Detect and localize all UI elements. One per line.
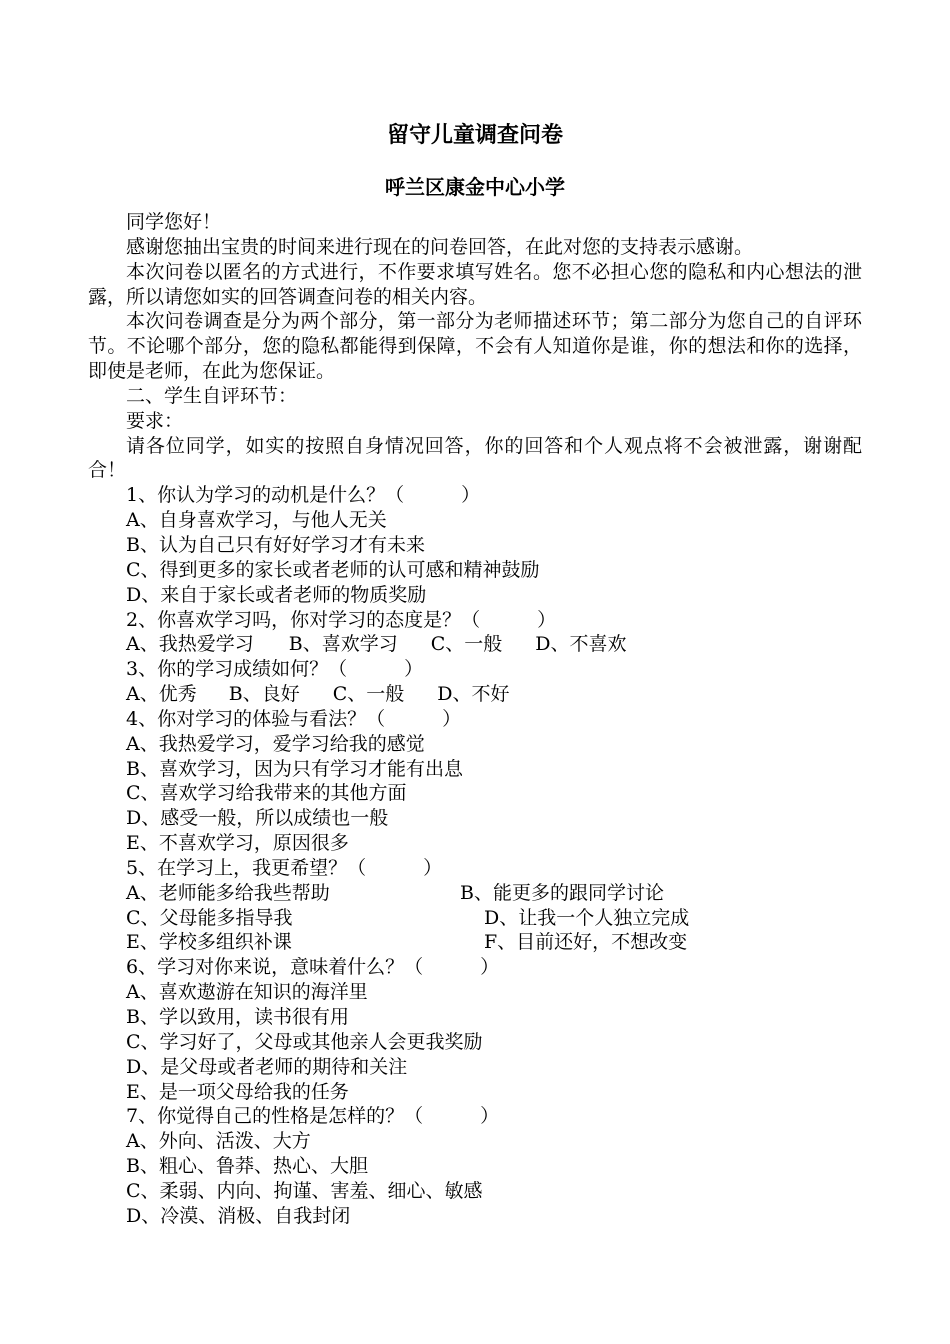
question-2-option-b: B、喜欢学习 [288,633,398,656]
question-1-option-b: B、认为自己只有好好学习才有未来 [126,533,425,556]
question-2-stem: 2、你喜欢学习吗，你对学习的态度是？（ ） [126,608,557,631]
question-5-option-a: A、老师能多给我些帮助 [126,881,330,904]
intro-paragraph-1: 感谢您抽出宝贵的时间来进行现在的问卷回答，在此对您的支持表示感谢。 [126,235,754,258]
requirement-text: 请各位同学，如实的按照自身情况回答，你的回答和个人观点将不会被泄露，谢谢配合！ [88,434,862,482]
question-5-option-b: B、能更多的跟同学讨论 [460,881,664,904]
question-3-option-c: C、一般 [332,683,405,706]
question-5-option-f: F、目前还好，不想改变 [484,931,688,954]
intro-paragraph-3: 本次问卷调查是分为两个部分，第一部分为老师描述环节；第二部分为您自己的自评环节。不论哪个部分，您的隐私都能得到保障，不会有人知道你是谁，你的想法和你的选择，即使是老师，在此为您保证。 [88,310,862,383]
question-1-stem: 1、你认为学习的动机是什么？（ ） [126,484,481,507]
question-4-option-d: D、感受一般，所以成绩也一般 [126,807,389,830]
greeting: 同学您好！ [126,211,222,233]
question-7-stem: 7、你觉得自己的性格是怎样的？（ ） [126,1105,500,1128]
question-6-option-b: B、学以致用，读书很有用 [126,1006,349,1028]
question-6-option-e: E、是一项父母给我的任务 [126,1080,349,1103]
question-5-row-3 [88,930,862,955]
school-name: 呼兰区康金中心小学 [385,175,565,199]
question-3-option-d: D、不好 [437,683,510,706]
question-7-option-a: A、外向、活泼、大方 [126,1130,311,1153]
question-6-stem: 6、学习对你来说，意味着什么？（ ） [126,956,500,979]
question-5-stem: 5、在学习上，我更希望？（ ） [126,856,443,879]
question-2-options [88,632,862,657]
question-6-option-d: D、是父母或者老师的期待和关注 [126,1055,408,1078]
question-5-row-2 [88,906,862,931]
question-5-option-e: E、学校多组织补课 [126,931,292,954]
section-heading: 二、学生自评环节： [126,384,298,407]
question-4-option-a: A、我热爱学习，爱学习给我的感觉 [126,732,425,755]
question-5-option-c: C、父母能多指导我 [126,906,293,929]
question-1-option-c: C、得到更多的家长或者老师的认可感和精神鼓励 [126,558,540,581]
question-1-option-a: A、自身喜欢学习，与他人无关 [126,509,387,532]
question-6-option-c: C、学习好了，父母或其他亲人会更我奖励 [126,1030,483,1053]
question-7-option-b: B、粗心、鲁莽、热心、大胆 [126,1155,368,1178]
document-title: 留守儿童调查问卷 [386,123,563,148]
document-body [88,210,862,1229]
question-3-stem: 3、你的学习成绩如何？（ ） [126,658,424,681]
question-1-option-d: D、来自于家长或者老师的物质奖励 [126,583,427,606]
question-2-option-a: A、我热爱学习 [126,633,254,656]
question-5-option-d: D、让我一个人独立完成 [484,906,690,929]
question-4-option-c: C、喜欢学习给我带来的其他方面 [126,782,407,805]
question-5-row-1 [88,881,862,906]
question-3-option-a: A、优秀 [126,683,197,706]
question-2-option-d: D、不喜欢 [535,633,627,656]
question-7-option-c: C、柔弱、内向、拘谨、害羞、细心、敏感 [126,1179,483,1202]
question-4-stem: 4、你对学习的体验与看法？（ ） [126,707,462,730]
question-3-option-b: B、良好 [228,683,300,706]
question-4-option-e: E、不喜欢学习，原因很多 [126,832,349,855]
question-3-options [88,682,862,707]
requirement-label: 要求： [126,409,184,432]
question-2-option-c: C、一般 [430,633,503,656]
question-4-option-b: B、喜欢学习，因为只有学习才能有出息 [126,757,463,780]
question-7-option-d: D、冷漠、消极、自我封闭 [126,1204,351,1227]
intro-paragraph-2: 本次问卷以匿名的方式进行，不作要求填写姓名。您不必担心您的隐私和内心想法的泄露，所以请您如实的回答调查问卷的相关内容。 [88,260,862,308]
question-6-option-a: A、喜欢遨游在知识的海洋里 [126,981,368,1004]
